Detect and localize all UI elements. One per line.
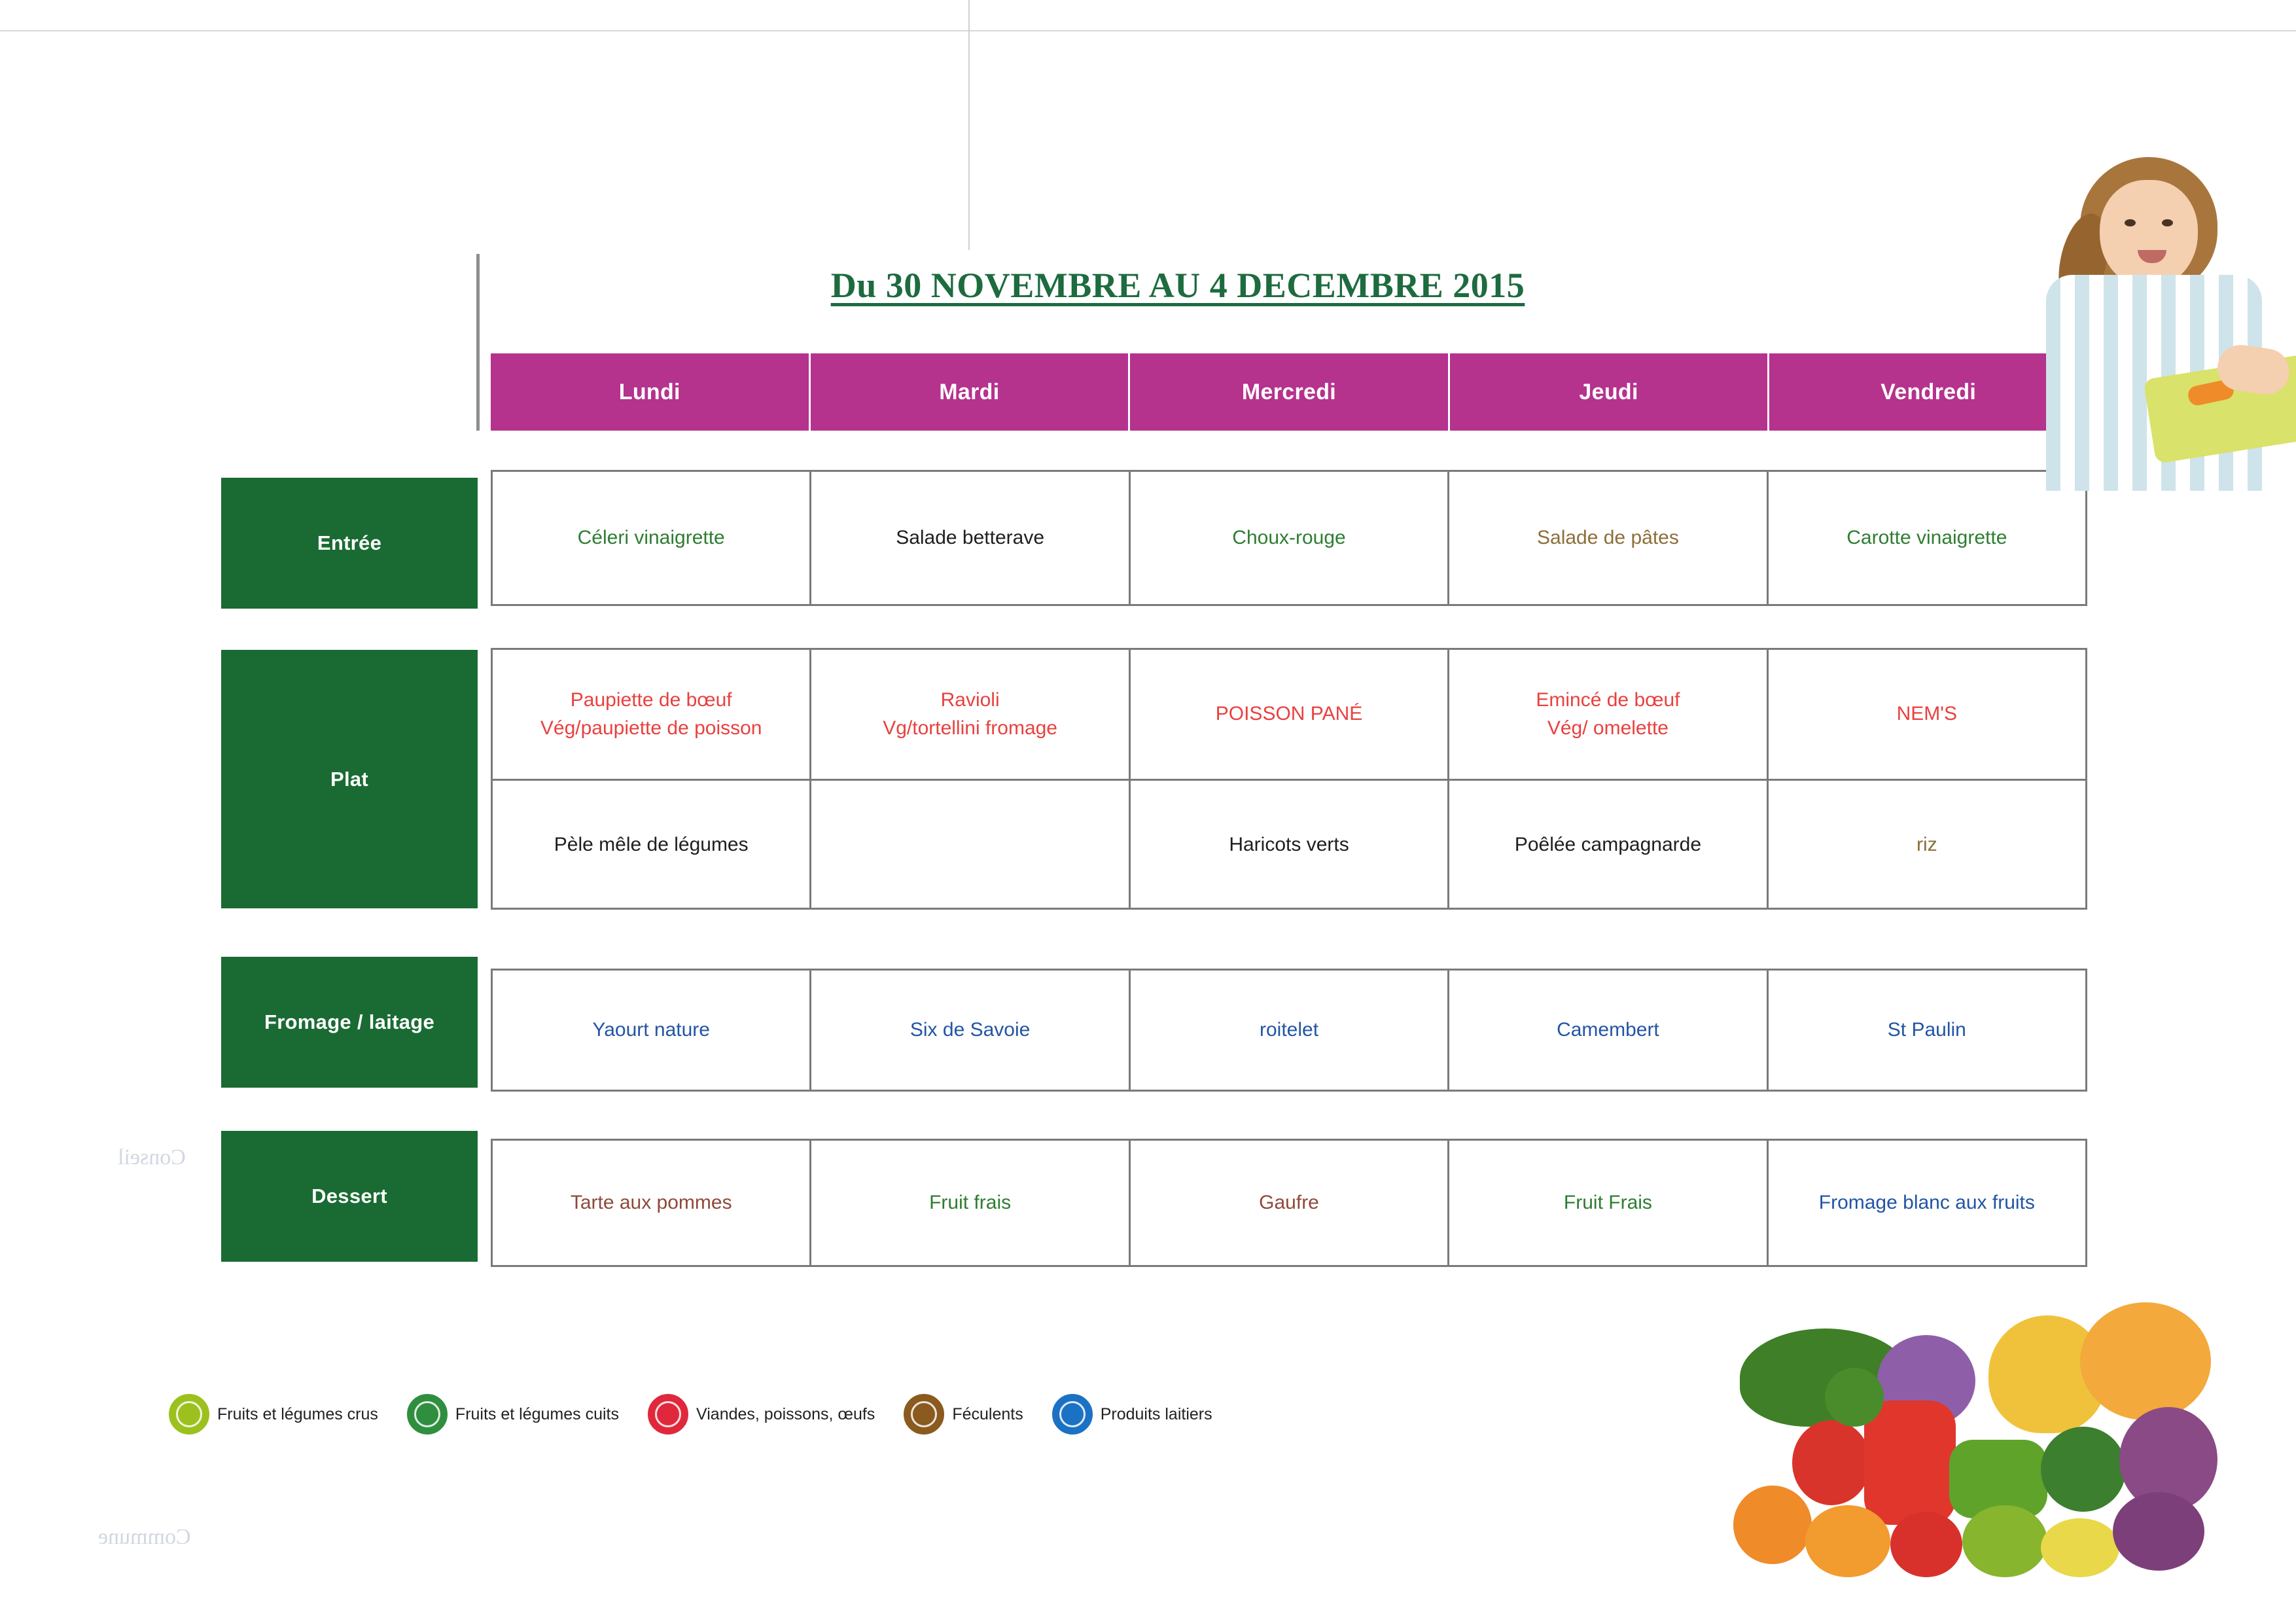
day-header-row	[491, 353, 2087, 431]
menu-cell-fromage-mardi	[811, 971, 1130, 1090]
legend-label-1: Fruits et légumes cuits	[455, 1404, 620, 1423]
legend-label-4: Produits laitiers	[1100, 1404, 1212, 1423]
badge-meat-fish-egg-icon	[648, 1394, 688, 1435]
menu-cell-entree-mardi	[811, 472, 1130, 604]
girl-cooking-photo	[2021, 151, 2296, 517]
fruits-vegetables-photo	[1714, 1276, 2257, 1603]
menu-cell-garniture-vendredi	[1769, 781, 2085, 910]
girl-face	[2100, 180, 2198, 288]
menu-item-text: Gaufre	[1259, 1191, 1319, 1213]
menu-item-text: riz	[1916, 834, 1937, 856]
legend-item-2	[648, 1394, 875, 1435]
legend-label-0: Fruits et légumes crus	[217, 1404, 378, 1423]
day-header-mardi: Mardi	[811, 353, 1131, 431]
menu-item-text: Six de Savoie	[910, 1018, 1031, 1041]
menu-item-text: Choux-rouge	[1232, 526, 1346, 548]
grapes-2	[2113, 1492, 2204, 1571]
category-label-dessert: Dessert	[221, 1131, 478, 1262]
girl-eye-left	[2125, 219, 2136, 226]
menu-cell-entree-mercredi	[1131, 472, 1449, 604]
day-header-lundi: Lundi	[491, 353, 811, 431]
menu-cell-fromage-jeudi	[1449, 971, 1768, 1090]
menu-item-text: Fromage blanc aux fruits	[1818, 1191, 2035, 1213]
orange	[1733, 1486, 1812, 1564]
badge-starch-icon	[904, 1394, 944, 1435]
menu-item-text: Vég/ omelette	[1547, 717, 1669, 739]
bell-pepper-red	[1864, 1400, 1956, 1525]
scan-artifact-top-line	[0, 30, 2296, 31]
badge-raw-fruit-veg-icon	[169, 1394, 209, 1435]
menu-item-text: roitelet	[1259, 1018, 1319, 1041]
menu-cell-entree-jeudi	[1449, 472, 1768, 604]
menu-cell-fromage-mercredi	[1131, 971, 1449, 1090]
menu-cell-garniture-mercredi	[1131, 781, 1449, 910]
page-title: Du 30 NOVEMBRE AU 4 DECEMBRE 2015	[830, 266, 1525, 305]
legend-label-3: Féculents	[952, 1404, 1023, 1423]
menu-cell-fromage-lundi	[493, 971, 811, 1090]
menu-item-text: Fruit Frais	[1563, 1191, 1652, 1213]
menu-item-text: Camembert	[1557, 1018, 1659, 1041]
category-label-fromage: Fromage / laitage	[221, 957, 478, 1088]
apple-green	[1962, 1505, 2047, 1577]
menu-item-text: Pèle mêle de légumes	[554, 834, 749, 856]
scan-bleed-text-1: Conseil	[118, 1145, 186, 1169]
menu-cell-plat-mercredi	[1131, 650, 1449, 779]
menu-item-text: Paupiette de bœuf	[570, 688, 732, 711]
menu-cell-dessert-lundi	[493, 1141, 811, 1265]
menu-item-text: Salade betterave	[896, 526, 1045, 548]
lemon	[2041, 1518, 2119, 1577]
scan-artifact-vertical-line	[968, 0, 970, 250]
apple-red	[1792, 1420, 1871, 1505]
legend-label-2: Viandes, poissons, œufs	[696, 1404, 875, 1423]
category-label-entree: Entrée	[221, 478, 478, 609]
menu-cell-dessert-jeudi	[1449, 1141, 1768, 1265]
menu-cell-plat-jeudi	[1449, 650, 1768, 779]
menu-item-text: Poêlée campagnarde	[1514, 834, 1702, 856]
day-header-jeudi: Jeudi	[1450, 353, 1770, 431]
menu-item-text: Vg/tortellini fromage	[883, 717, 1057, 739]
menu-item-text: Fruit frais	[929, 1191, 1012, 1213]
table-row-fromage	[493, 971, 2085, 1090]
menu-block-dessert	[491, 1139, 2087, 1267]
menu-item-text: Yaourt nature	[592, 1018, 710, 1041]
badge-dairy-icon	[1052, 1394, 1093, 1435]
menu-cell-dessert-vendredi	[1769, 1141, 2085, 1265]
scan-artifact-top-line-right	[2257, 30, 2296, 31]
melon	[2080, 1302, 2211, 1420]
header-left-rule	[476, 254, 480, 431]
menu-item-text: Haricots verts	[1229, 834, 1349, 856]
menu-cell-dessert-mardi	[811, 1141, 1130, 1265]
table-row-dessert	[493, 1141, 2085, 1265]
menu-cell-garniture-jeudi	[1449, 781, 1768, 910]
menu-cell-plat-mardi	[811, 650, 1130, 779]
menu-block-entree	[491, 470, 2087, 606]
menu-item-text: Tarte aux pommes	[570, 1191, 732, 1213]
menu-item-text: Carotte vinaigrette	[1846, 526, 2007, 548]
legend	[169, 1394, 1241, 1435]
legend-item-0	[169, 1394, 378, 1435]
scan-bleed-text-2: Commune	[98, 1525, 191, 1549]
category-label-plat: Plat	[221, 650, 478, 908]
legend-item-1	[407, 1394, 619, 1435]
day-header-vendredi: Vendredi	[1769, 353, 2087, 431]
legend-item-3	[904, 1394, 1023, 1435]
girl-eye-right	[2162, 219, 2173, 226]
badge-cooked-fruit-veg-icon	[407, 1394, 448, 1435]
menu-item-text: POISSON PANÉ	[1215, 703, 1363, 725]
menu-item-text: Ravioli	[940, 688, 1000, 711]
menu-item-text: Vég/paupiette de poisson	[540, 717, 762, 739]
broccoli	[2041, 1427, 2126, 1512]
menu-cell-plat-vendredi	[1769, 650, 2085, 779]
menu-block-fromage	[491, 969, 2087, 1092]
green-leaf	[1825, 1368, 1884, 1427]
menu-cell-plat-lundi	[493, 650, 811, 779]
menu-cell-entree-lundi	[493, 472, 811, 604]
menu-cell-garniture-lundi	[493, 781, 811, 910]
menu-item-text: NEM'S	[1896, 703, 1958, 725]
menu-item-text: Emincé de bœuf	[1536, 688, 1680, 711]
table-row-plat-main	[493, 650, 2085, 781]
menu-block-plat	[491, 648, 2087, 910]
tomato	[1890, 1512, 1962, 1577]
menu-cell-garniture-mardi	[811, 781, 1130, 910]
menu-cell-dessert-mercredi	[1131, 1141, 1449, 1265]
menu-cell-fromage-vendredi	[1769, 971, 2085, 1090]
menu-item-text: St Paulin	[1887, 1018, 1966, 1041]
menu-item-text: Salade de pâtes	[1537, 526, 1679, 548]
legend-item-4	[1052, 1394, 1212, 1435]
table-row-plat-side	[493, 781, 2085, 910]
orange-2	[1805, 1505, 1890, 1577]
table-row-entree	[493, 472, 2085, 604]
day-header-mercredi: Mercredi	[1130, 353, 1450, 431]
menu-item-text: Céleri vinaigrette	[577, 526, 725, 548]
